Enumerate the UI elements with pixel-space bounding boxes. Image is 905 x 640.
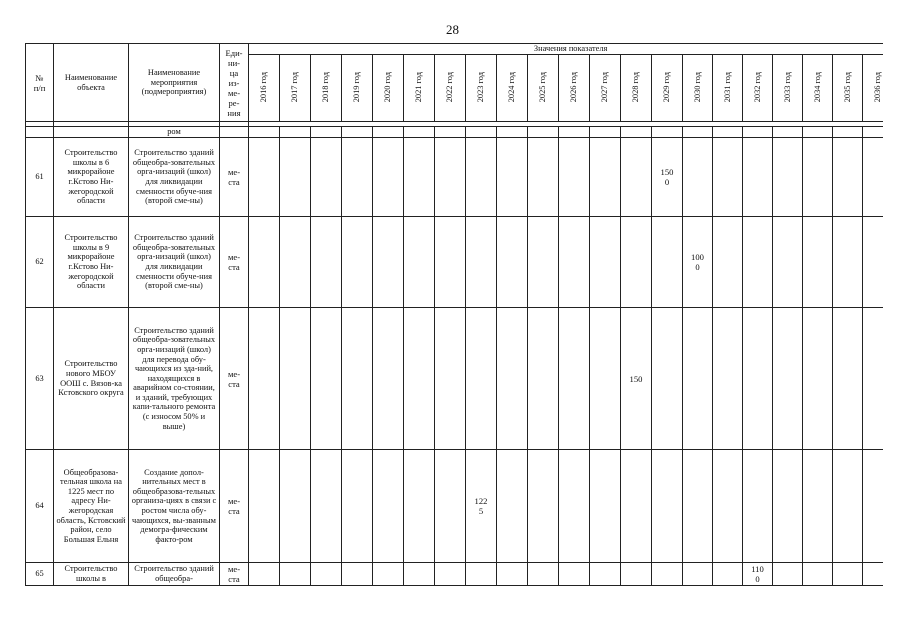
year-value-cell (621, 217, 652, 308)
year-value-cell (863, 308, 884, 450)
header-year (773, 55, 803, 122)
year-value-cell (863, 217, 884, 308)
year-value-cell (652, 217, 683, 308)
year-cell (528, 127, 559, 138)
year-value-cell (497, 563, 528, 586)
year-value-cell (311, 563, 342, 586)
header-year (404, 55, 435, 122)
year-value-cell (863, 563, 884, 586)
year-value-cell (280, 217, 311, 308)
header-year-label: 2027 год (600, 71, 610, 102)
year-cell (435, 127, 466, 138)
year-value-cell (652, 563, 683, 586)
cell-unit (220, 308, 249, 450)
year-value-cell (803, 217, 833, 308)
year-value-cell (559, 308, 590, 450)
year-value-cell (621, 450, 652, 563)
year-value-cell (497, 450, 528, 563)
header-year-label: 2030 год (692, 71, 702, 102)
year-value-cell (773, 563, 803, 586)
year-value-cell (863, 450, 884, 563)
header-year (342, 55, 373, 122)
year-value-cell (249, 138, 280, 217)
year-value-cell (590, 138, 621, 217)
year-value-cell (743, 450, 773, 563)
year-cell (466, 127, 497, 138)
year-value-cell (249, 450, 280, 563)
cell-object (54, 450, 129, 563)
year-value-cell (528, 217, 559, 308)
header-year-label: 2023 год (476, 71, 486, 102)
year-value-cell (713, 138, 743, 217)
header-year (373, 55, 404, 122)
cell-num (26, 450, 54, 563)
year-value-cell (280, 450, 311, 563)
year-value-cell (404, 450, 435, 563)
year-value-cell (803, 563, 833, 586)
year-value-cell (249, 217, 280, 308)
header-year-label: 2026 год (569, 71, 579, 102)
year-cell (652, 127, 683, 138)
year-value-cell (435, 563, 466, 586)
indicator-table-sheet (25, 43, 883, 593)
year-value-cell (466, 450, 497, 563)
year-value-cell (833, 138, 863, 217)
year-value-cell (404, 308, 435, 450)
year-value-cell (497, 217, 528, 308)
cell-num-text: 62 (35, 257, 44, 267)
header-year (311, 55, 342, 122)
header-year (528, 55, 559, 122)
cell-measure (129, 563, 220, 586)
year-value-cell-text: 150 (629, 373, 643, 384)
year-cell (373, 127, 404, 138)
cell-measure (129, 308, 220, 450)
header-year-label: 2032 год (752, 71, 762, 102)
year-cell (833, 127, 863, 138)
year-value-cell (249, 308, 280, 450)
cell-object (54, 138, 129, 217)
cell-object-text: Строительство школы в (64, 564, 118, 583)
year-cell (249, 127, 280, 138)
cell-unit-text: ме- ста (227, 496, 241, 516)
header-year (683, 55, 713, 122)
year-value-cell (773, 450, 803, 563)
header-year (280, 55, 311, 122)
header-measure: Наименование мероприятия (подмероприятия) (129, 44, 220, 122)
year-value-cell (404, 138, 435, 217)
year-value-cell (590, 308, 621, 450)
year-cell (404, 127, 435, 138)
header-year (497, 55, 528, 122)
cell-unit (220, 138, 249, 217)
year-value-cell (373, 308, 404, 450)
year-value-cell (652, 138, 683, 217)
header-year-label: 2033 год (782, 71, 792, 102)
header-year (743, 55, 773, 122)
header-year-label: 2031 год (722, 71, 732, 102)
table-body (26, 127, 884, 586)
year-value-cell (833, 450, 863, 563)
year-value-cell (590, 217, 621, 308)
year-cell (311, 127, 342, 138)
year-value-cell (311, 450, 342, 563)
table-row (26, 563, 884, 586)
cell-num-text: 63 (35, 373, 44, 383)
year-value-cell (404, 217, 435, 308)
header-year-label: 2022 год (445, 71, 455, 102)
year-value-cell (833, 308, 863, 450)
year-value-cell (249, 563, 280, 586)
header-year (590, 55, 621, 122)
header-year-label: 2034 год (812, 71, 822, 102)
cell-num-text: 65 (35, 569, 44, 579)
year-value-cell-text: 100 0 (691, 252, 704, 272)
header-year (713, 55, 743, 122)
year-value-cell (743, 138, 773, 217)
year-value-cell (373, 563, 404, 586)
cell-unit (220, 450, 249, 563)
cell-unit-text: ме- ста (227, 252, 241, 272)
cell-num (26, 127, 54, 138)
year-value-cell (497, 308, 528, 450)
table-row (26, 217, 884, 308)
table-row (26, 308, 884, 450)
header-year-label: 2016 год (259, 71, 269, 102)
year-value-cell (683, 563, 713, 586)
cell-object (54, 127, 129, 138)
year-value-cell (683, 308, 713, 450)
year-value-cell (466, 138, 497, 217)
cell-object (54, 308, 129, 450)
year-value-cell (404, 563, 435, 586)
year-value-cell (280, 308, 311, 450)
header-year-label: 2020 год (383, 71, 393, 102)
header-unit: Еди- ни- ца из- ме- ре- ния (220, 44, 249, 122)
header-year (803, 55, 833, 122)
cell-num (26, 217, 54, 308)
header-year-label: 2019 год (352, 71, 362, 102)
year-value-cell (466, 563, 497, 586)
year-value-cell (311, 217, 342, 308)
header-year (435, 55, 466, 122)
cell-num (26, 563, 54, 586)
cell-unit-text: ме- ста (227, 368, 241, 389)
year-value-cell (621, 308, 652, 450)
header-year-label: 2036 год (872, 71, 882, 102)
cell-measure-text: Создание допол-нительных мест в общеобразова-тельных организа-циях в связи с ростом числа обу-чающихся, вы-званным демогра-фическим факто-ром (131, 467, 217, 544)
year-cell (621, 127, 652, 138)
header-object: Наименование объекта (54, 44, 129, 122)
year-value-cell (683, 138, 713, 217)
year-cell (743, 127, 773, 138)
year-value-cell (342, 563, 373, 586)
year-value-cell (590, 450, 621, 563)
header-year-label: 2035 год (842, 71, 852, 102)
table-row-continuation (26, 127, 884, 138)
year-value-cell (342, 450, 373, 563)
year-value-cell (713, 217, 743, 308)
year-value-cell (435, 138, 466, 217)
cell-num (26, 308, 54, 450)
year-value-cell (833, 563, 863, 586)
indicator-table (25, 43, 883, 586)
year-value-cell (621, 563, 652, 586)
year-value-cell (280, 563, 311, 586)
year-value-cell (683, 217, 713, 308)
year-value-cell (803, 450, 833, 563)
year-value-cell (559, 563, 590, 586)
header-year-label: 2017 год (290, 71, 300, 102)
year-value-cell (773, 308, 803, 450)
cell-measure-text: Строительство зданий общеобра-зовательных орга-низаций (школ) для перевода обу-чающихся из зда-ний, находящихся в аварийном со-стоянии, и зданий, требующих капи-тального ремонта (с износом 50% и выше) (132, 325, 216, 431)
year-value-cell (713, 450, 743, 563)
cell-unit-text: ме- ста (227, 167, 241, 187)
year-cell (497, 127, 528, 138)
header-year-label: 2029 год (662, 71, 672, 102)
header-year (863, 55, 884, 122)
year-cell (683, 127, 713, 138)
year-value-cell (743, 217, 773, 308)
cell-object-text: Строительство школы в 6 микрорайоне г.Кстово Ни-жегородской области (64, 148, 118, 206)
year-value-cell (373, 138, 404, 217)
year-value-cell (863, 138, 884, 217)
year-value-cell (713, 563, 743, 586)
year-value-cell (803, 138, 833, 217)
year-value-cell (683, 450, 713, 563)
cell-object-text: Общеобразова-тельная школа на 1225 мест по адресу Ни-жегородская область, Кстовский район, село Большая Ельня (56, 467, 126, 544)
cell-measure (129, 450, 220, 563)
year-value-cell (652, 450, 683, 563)
header-year (833, 55, 863, 122)
year-value-cell (621, 138, 652, 217)
year-value-cell (528, 563, 559, 586)
header-year (621, 55, 652, 122)
year-value-cell (528, 450, 559, 563)
cell-num-text: 61 (35, 172, 44, 182)
header-year-label: 2021 год (414, 71, 424, 102)
year-value-cell (528, 308, 559, 450)
header-year-label: 2028 год (631, 71, 641, 102)
year-value-cell (435, 308, 466, 450)
year-cell (773, 127, 803, 138)
year-value-cell (373, 217, 404, 308)
year-value-cell (773, 217, 803, 308)
year-value-cell (652, 308, 683, 450)
header-year (249, 55, 280, 122)
year-value-cell (528, 138, 559, 217)
header-num: № п/п (26, 44, 54, 122)
year-value-cell (342, 308, 373, 450)
cell-unit (220, 563, 249, 586)
year-cell (803, 127, 833, 138)
cell-object-text: Строительство школы в 9 микрорайоне г.Кстово Ни-жегородской области (64, 233, 118, 291)
table-row (26, 450, 884, 563)
year-value-cell (466, 308, 497, 450)
year-cell (280, 127, 311, 138)
year-cell (863, 127, 884, 138)
header-year-label: 2025 год (538, 71, 548, 102)
cell-unit (220, 217, 249, 308)
cell-unit-text: ме- ста (227, 564, 241, 584)
year-value-cell (497, 138, 528, 217)
table-row (26, 138, 884, 217)
header-values-group: Значения показателя (249, 44, 884, 55)
cell-measure (129, 138, 220, 217)
year-value-cell (311, 138, 342, 217)
year-value-cell (435, 450, 466, 563)
year-value-cell-text: 122 5 (474, 496, 488, 516)
year-value-cell (435, 217, 466, 308)
header-year (466, 55, 497, 122)
header-year (559, 55, 590, 122)
year-value-cell (713, 308, 743, 450)
cell-num (26, 138, 54, 217)
year-value-cell (373, 450, 404, 563)
cell-measure-text: Строительство зданий общеобра-зовательных орга-низаций (школ) для ликвидации сменности обуче-ния (второй сме-ны) (132, 148, 216, 206)
cell-object (54, 563, 129, 586)
year-value-cell (590, 563, 621, 586)
year-value-cell (342, 138, 373, 217)
year-value-cell (743, 308, 773, 450)
year-value-cell (280, 138, 311, 217)
year-cell (559, 127, 590, 138)
header-year-label: 2018 год (321, 71, 331, 102)
year-value-cell (559, 138, 590, 217)
cell-measure: ром (129, 127, 220, 138)
header-year-label: 2024 год (507, 71, 517, 102)
cell-measure-text: Строительство зданий общеобра-зовательных орга-низаций (школ) для ликвидации сменности обуче-ния (второй сме-ны) (132, 233, 216, 291)
year-value-cell (342, 217, 373, 308)
year-cell (713, 127, 743, 138)
year-value-cell (559, 450, 590, 563)
year-value-cell (559, 217, 590, 308)
year-value-cell (466, 217, 497, 308)
year-value-cell-text: 110 0 (751, 564, 764, 584)
year-cell (342, 127, 373, 138)
year-value-cell (743, 563, 773, 586)
year-value-cell-text: 150 0 (660, 167, 674, 187)
year-value-cell (803, 308, 833, 450)
year-value-cell (833, 217, 863, 308)
cell-object-text: Строительство нового МБОУ ООШ с. Вязов-ка Кстовского округа (58, 359, 124, 398)
year-cell (590, 127, 621, 138)
header-year (652, 55, 683, 122)
cell-num-text: 64 (35, 501, 44, 511)
year-value-cell (311, 308, 342, 450)
cell-measure (129, 217, 220, 308)
cell-unit (220, 127, 249, 138)
cell-object (54, 217, 129, 308)
year-value-cell (773, 138, 803, 217)
cell-measure-text: Строительство зданий общеобра- (134, 564, 214, 583)
page-number: 28 (446, 22, 459, 37)
